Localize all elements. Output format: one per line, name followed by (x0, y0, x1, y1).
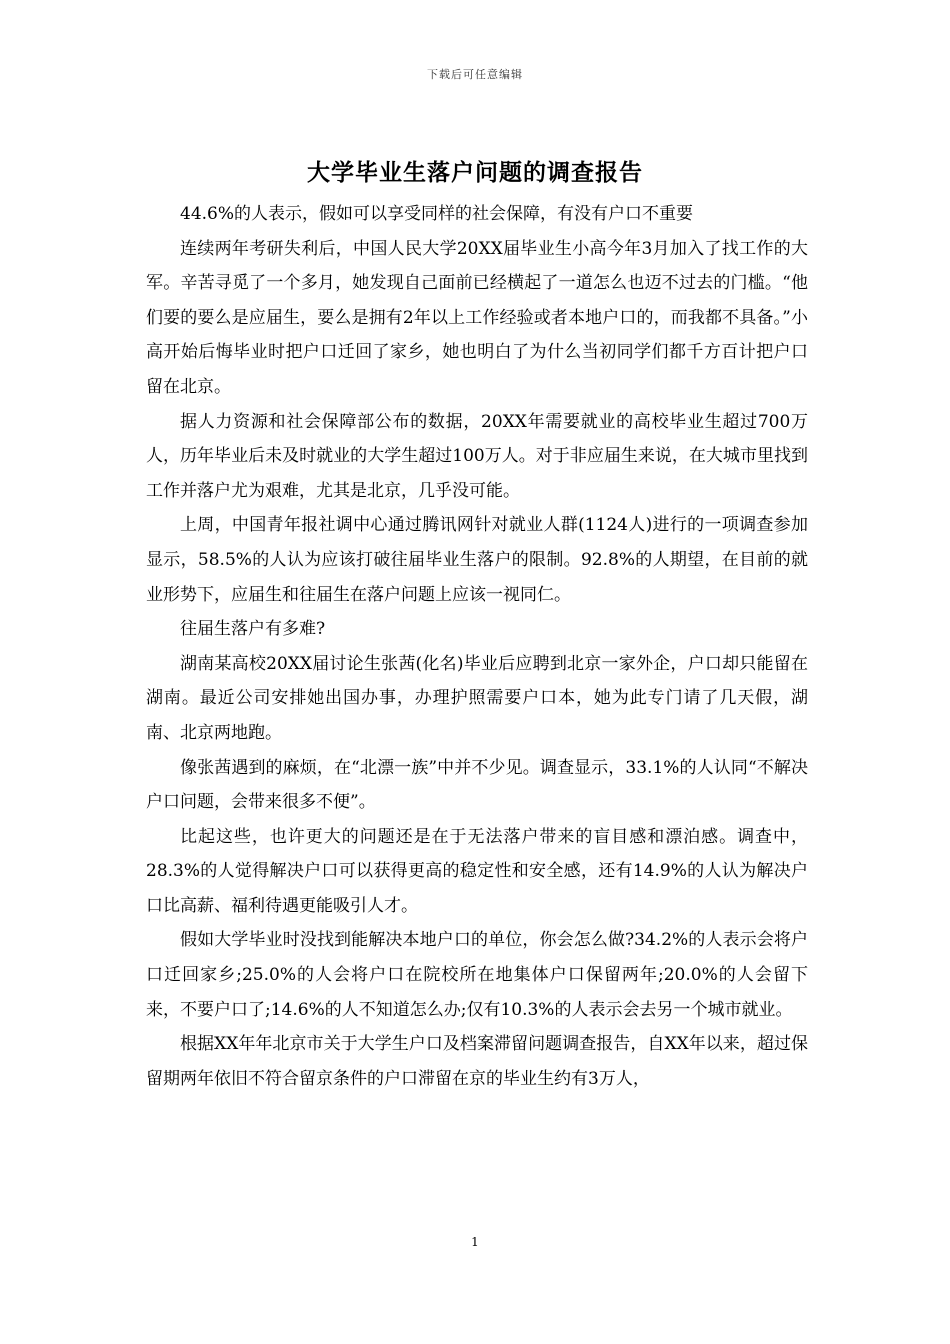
paragraph: 比起这些，也许更大的问题还是在于无法落户带来的盲目感和漂泊感。调查中，28.3%的人觉得解决户口可以获得更高的稳定性和安全感，还有14.9%的人认为解决户口比高薪、福利待遇更能吸引人才。 (146, 826, 808, 916)
page-header-note: 下载后可任意编辑 (427, 68, 523, 81)
paragraph: 上周，中国青年报社调中心通过腾讯网针对就业人群(1124人)进行的一项调查参加显示，58.5%的人认为应该打破往届毕业生落户的限制。92.8%的人期望，在目前的就业形势下，应届生和往届生在落户问题上应该一视同仁。 (146, 515, 808, 605)
paragraph: 假如大学毕业时没找到能解决本地户口的单位，你会怎么做?34.2%的人表示会将户口迁回家乡;25.0%的人会将户口在院校所在地集体户口保留两年;20.0%的人会留下来，不要户口了;14.6%的人不知道怎么办;仅有10.3%的人表示会去另一个城市就业。 (146, 930, 808, 1020)
section-question: 往届生落户有多难? (180, 619, 326, 640)
paragraph: 连续两年考研失利后，中国人民大学20XX届毕业生小高今年3月加入了找工作的大军。辛苦寻觅了一个多月，她发现自己面前已经横起了一道怎么也迈不过去的门槛。“他们要的要么是应届生，要么是拥有2年以上工作经验或者本地户口的，而我都不具备。”小高开始后悔毕业时把户口迁回了家乡，她也明白了为什么当初同学们都千方百计把户口留在北京。 (146, 238, 808, 397)
paragraph: 湖南某高校20XX届讨论生张茜(化名)毕业后应聘到北京一家外企，户口却只能留在湖南。最近公司安排她出国办事，办理护照需要户口本，她为此专门请了几天假，湖南、北京两地跑。 (146, 653, 808, 743)
paragraph: 根据XX年年北京市关于大学生户口及档案滞留问题调查报告，自XX年以来，超过保留期两年依旧不符合留京条件的户口滞留在京的毕业生约有3万人， (146, 1034, 808, 1089)
paragraph: 44.6%的人表示，假如可以享受同样的社会保障，有没有户口不重要 (180, 204, 694, 224)
page-number: 1 (471, 1235, 479, 1249)
paragraph: 据人力资源和社会保障部公布的数据，20XX年需要就业的高校毕业生超过700万人，历年毕业后未及时就业的大学生超过100万人。对于非应届生来说，在大城市里找到工作并落户尤为艰难，尤其是北京，几乎没可能。 (146, 411, 808, 501)
document-title: 大学毕业生落户问题的调查报告 (307, 159, 643, 186)
paragraph: 像张茜遇到的麻烦，在“北漂一族”中并不少见。调查显示，33.1%的人认同“不解决户口问题，会带来很多不便”。 (146, 757, 808, 813)
document-body (146, 197, 808, 1096)
